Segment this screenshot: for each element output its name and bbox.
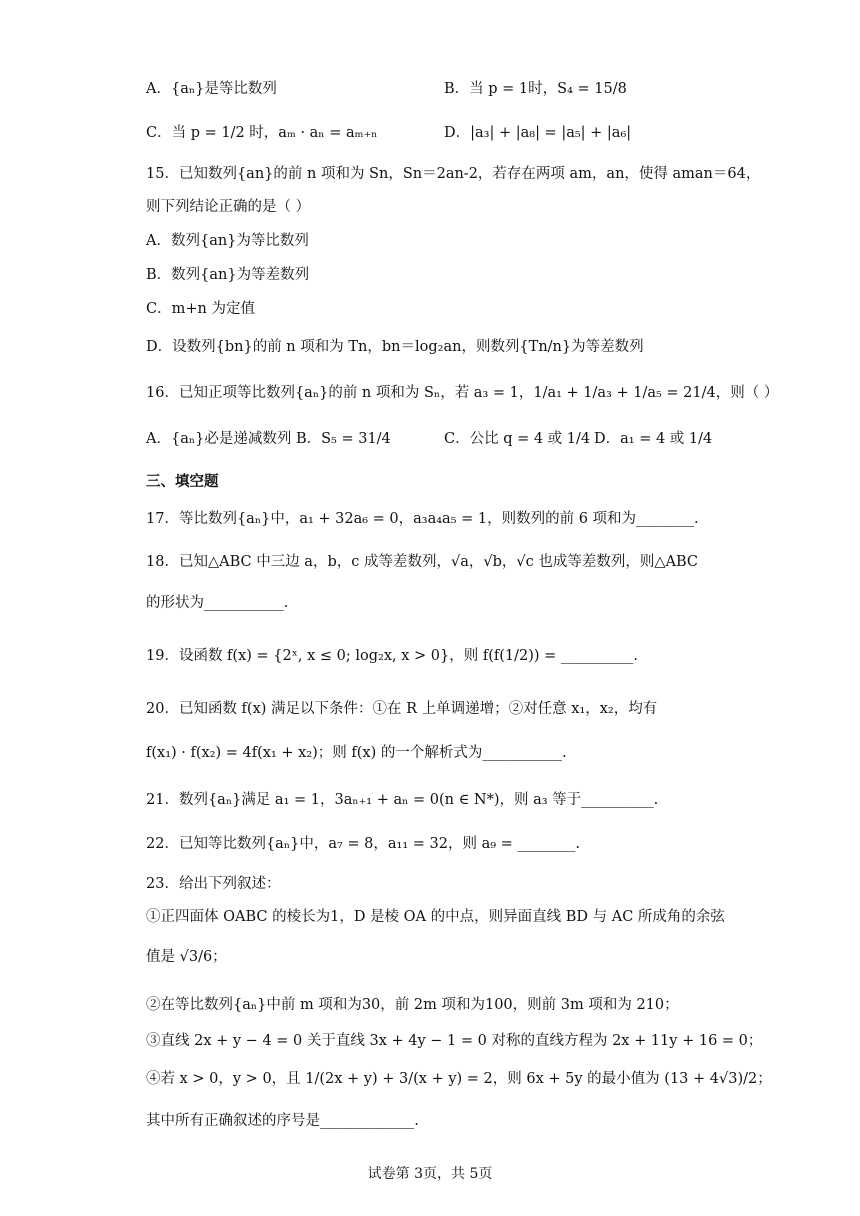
q18-line1: 18．已知△ABC 中三边 a，b，c 成等差数列，√a，√b，√c 也成等差数列，则△ABC [146, 554, 698, 570]
q15-option-a: A．数列{an}为等比数列 [146, 233, 309, 249]
q18-line2: 的形状为___________. [146, 595, 289, 611]
q15-stem-line1: 15．已知数列{an}的前 n 项和为 Sn，Sn＝2an-2，若存在两项 am，an，使得 aman＝64， [146, 166, 761, 182]
q14-option-c: C．当 p = 1/2 时，aₘ · aₙ = aₘ₊ₙ [146, 125, 378, 141]
q14-option-a: A．{aₙ}是等比数列 [146, 81, 277, 97]
page-footer: 试卷第 3页，共 5页 [367, 1166, 493, 1182]
q23-item1-line2: 值是 √3/6； [146, 949, 227, 965]
q19: 19．设函数 f(x) = {2ˣ, x ≤ 0; log₂x, x > 0}，则 f(f(1/2)) = __________. [146, 648, 639, 664]
q23-item4: ④若 x > 0，y > 0，且 1/(2x + y) + 3/(x + y) = 2，则 6x + 5y 的最小值为 (13 + 4√3)/2； [146, 1071, 772, 1087]
q23-item1-line1: ①正四面体 OABC 的棱长为1，D 是棱 OA 的中点，则异面直线 BD 与 AC 所成角的余弦 [146, 909, 725, 925]
q16-option-ab: A．{aₙ}必是递减数列 B．S₅ = 31/4 [146, 431, 391, 447]
q15-stem-line2: 则下列结论正确的是（ ） [146, 199, 311, 215]
q21: 21．数列{aₙ}满足 a₁ = 1，3aₙ₊₁ + aₙ = 0(n ∈ N*)，则 a₃ 等于__________. [146, 792, 659, 808]
q16-stem: 16．已知正项等比数列{aₙ}的前 n 项和为 Sₙ，若 a₃ = 1，1/a₁ + 1/a₃ + 1/a₅ = 21/4，则（ ） [146, 385, 779, 401]
q17: 17．等比数列{aₙ}中，a₁ + 32a₆ = 0，a₃a₄a₅ = 1，则数列的前 6 项和为________. [146, 511, 699, 527]
q23-stem: 23．给出下列叙述： [146, 876, 281, 892]
q20-line2: f(x₁) · f(x₂) = 4f(x₁ + x₂)；则 f(x) 的一个解析式为___________. [146, 745, 567, 761]
q15-option-d: D．设数列{bn}的前 n 项和为 Tn，bn＝log₂an，则数列{Tn/n}为等差数列 [146, 339, 644, 355]
q15-option-b: B．数列{an}为等差数列 [146, 267, 310, 283]
q16-option-c: C．公比 q = 4 或 1/4 [444, 431, 591, 447]
q14-option-d: D．|a₃| + |a₈| = |a₅| + |a₆| [444, 125, 632, 141]
q23-tail: 其中所有正确叙述的序号是_____________. [146, 1113, 419, 1129]
q15-option-c: C．m+n 为定值 [146, 301, 255, 317]
q16-option-d: D．a₁ = 4 或 1/4 [594, 431, 713, 447]
q23-item3: ③直线 2x + y − 4 = 0 关于直线 3x + 4y − 1 = 0 对称的直线方程为 2x + 11y + 16 = 0； [146, 1033, 763, 1049]
q20-line1: 20．已知函数 f(x) 满足以下条件：①在 R 上单调递增；②对任意 x₁，x₂，均有 [146, 701, 658, 717]
q23-item2: ②在等比数列{aₙ}中前 m 项和为30，前 2m 项和为100，则前 3m 项和为 210； [146, 997, 679, 1013]
section-3-heading: 三、填空题 [146, 474, 219, 490]
q22: 22．已知等比数列{aₙ}中，a₇ = 8，a₁₁ = 32，则 a₉ = ________. [146, 836, 581, 852]
q14-option-b: B．当 p = 1时，S₄ = 15/8 [444, 81, 627, 97]
